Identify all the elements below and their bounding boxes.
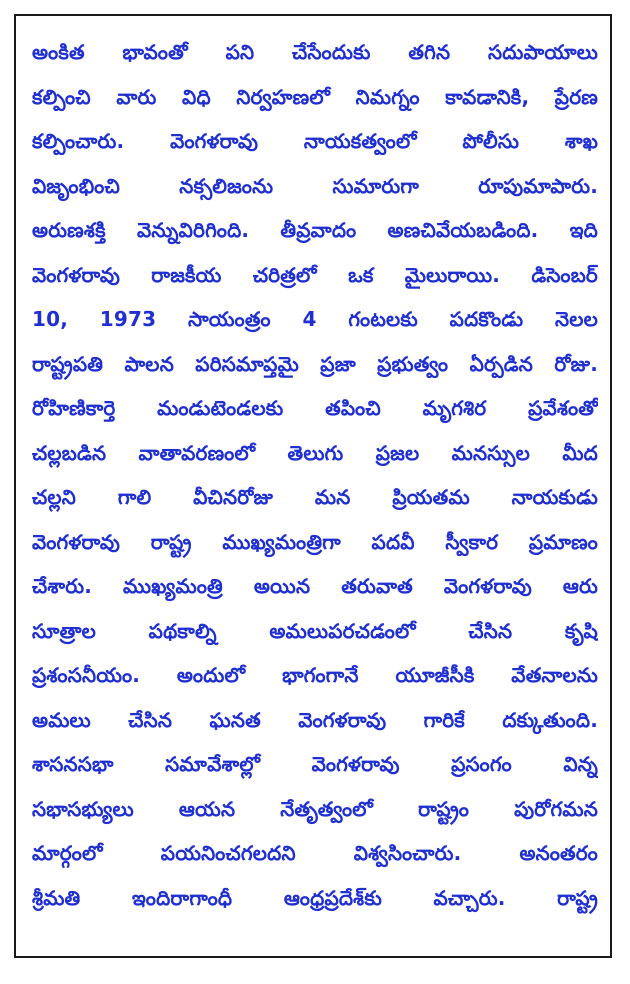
paragraph xyxy=(32,30,598,920)
text-line: రాష్ట్రపతి పాలన పరిసమాప్తమై ప్రజా ప్రభుత్వం ఏర్పడిన రోజు. xyxy=(32,351,598,376)
text-line: సభాసభ్యులు ఆయన నేతృత్వంలో రాష్ట్రం పురోగమన xyxy=(32,796,598,821)
text-line: అమలు చేసిన ఘనత వెంగళరావు గారికే దక్కుతుంది. xyxy=(32,707,598,732)
text-line: చేశారు. ముఖ్యమంత్రి అయిన తరువాత వెంగళరావు ఆరు xyxy=(32,574,598,598)
text-line: విజృంభించి నక్సలిజంను సుమారుగా రూపుమాపారు. xyxy=(32,173,598,198)
text-line: అంకిత భావంతో పని చేసేందుకు తగిన సదుపాయాలు xyxy=(32,40,598,64)
text-line: శాసనసభా సమావేశాల్లో వెంగళరావు ప్రసంగం విన్న xyxy=(32,752,598,776)
text-line: మార్గంలో పయనించగలదని విశ్వసించారు. అనంతరం xyxy=(32,841,598,865)
text-frame xyxy=(14,14,612,958)
text-line: వెంగళరావు రాష్ట్ర ముఖ్యమంత్రిగా పదవీ స్వీకార ప్రమాణం xyxy=(32,529,598,554)
text-line: చల్లబడిన వాతావరణంలో తెలుగు ప్రజల మనస్సుల మీద xyxy=(32,440,598,465)
text-line: చల్లని గాలి వీచినరోజు మన ప్రియతమ నాయకుడు xyxy=(32,485,598,509)
text-line: కల్పించి వారు విధి నిర్వహణలో నిమగ్నం కావడానికి, ప్రేరణ xyxy=(32,84,598,109)
text-line: 10, 1973 సాయంత్రం 4 గంటలకు పదకొండు నెలల xyxy=(32,307,598,331)
text-line: వెంగళరావు రాజకీయ చరిత్రలో ఒక మైలురాయి. డిసెంబర్ xyxy=(32,262,598,287)
text-line: రోహిణికార్తె మండుటెండలకు తపించి మృగశిర ప్రవేశంతో xyxy=(32,396,598,420)
text-line: శ్రీమతి ఇందిరాగాంధీ ఆంధ్రప్రదేశ్‌కు వచ్చారు. రాష్ట్ర xyxy=(32,885,598,910)
text-line: కల్పించారు. వెంగళరావు నాయకత్వంలో పోలీసు శాఖ xyxy=(32,129,598,153)
text-line: అరుణశక్తి వెన్నువిరిగింది. తీవ్రవాదం అణచివేయబడింది. ఇది xyxy=(32,218,598,242)
text-line: సూత్రాల పథకాల్ని అమలుపరచడంలో చేసిన కృషి xyxy=(32,618,598,643)
text-line: ప్రశంసనీయం. అందులో భాగంగానే యూజీసీకి వేతనాలను xyxy=(32,663,598,687)
